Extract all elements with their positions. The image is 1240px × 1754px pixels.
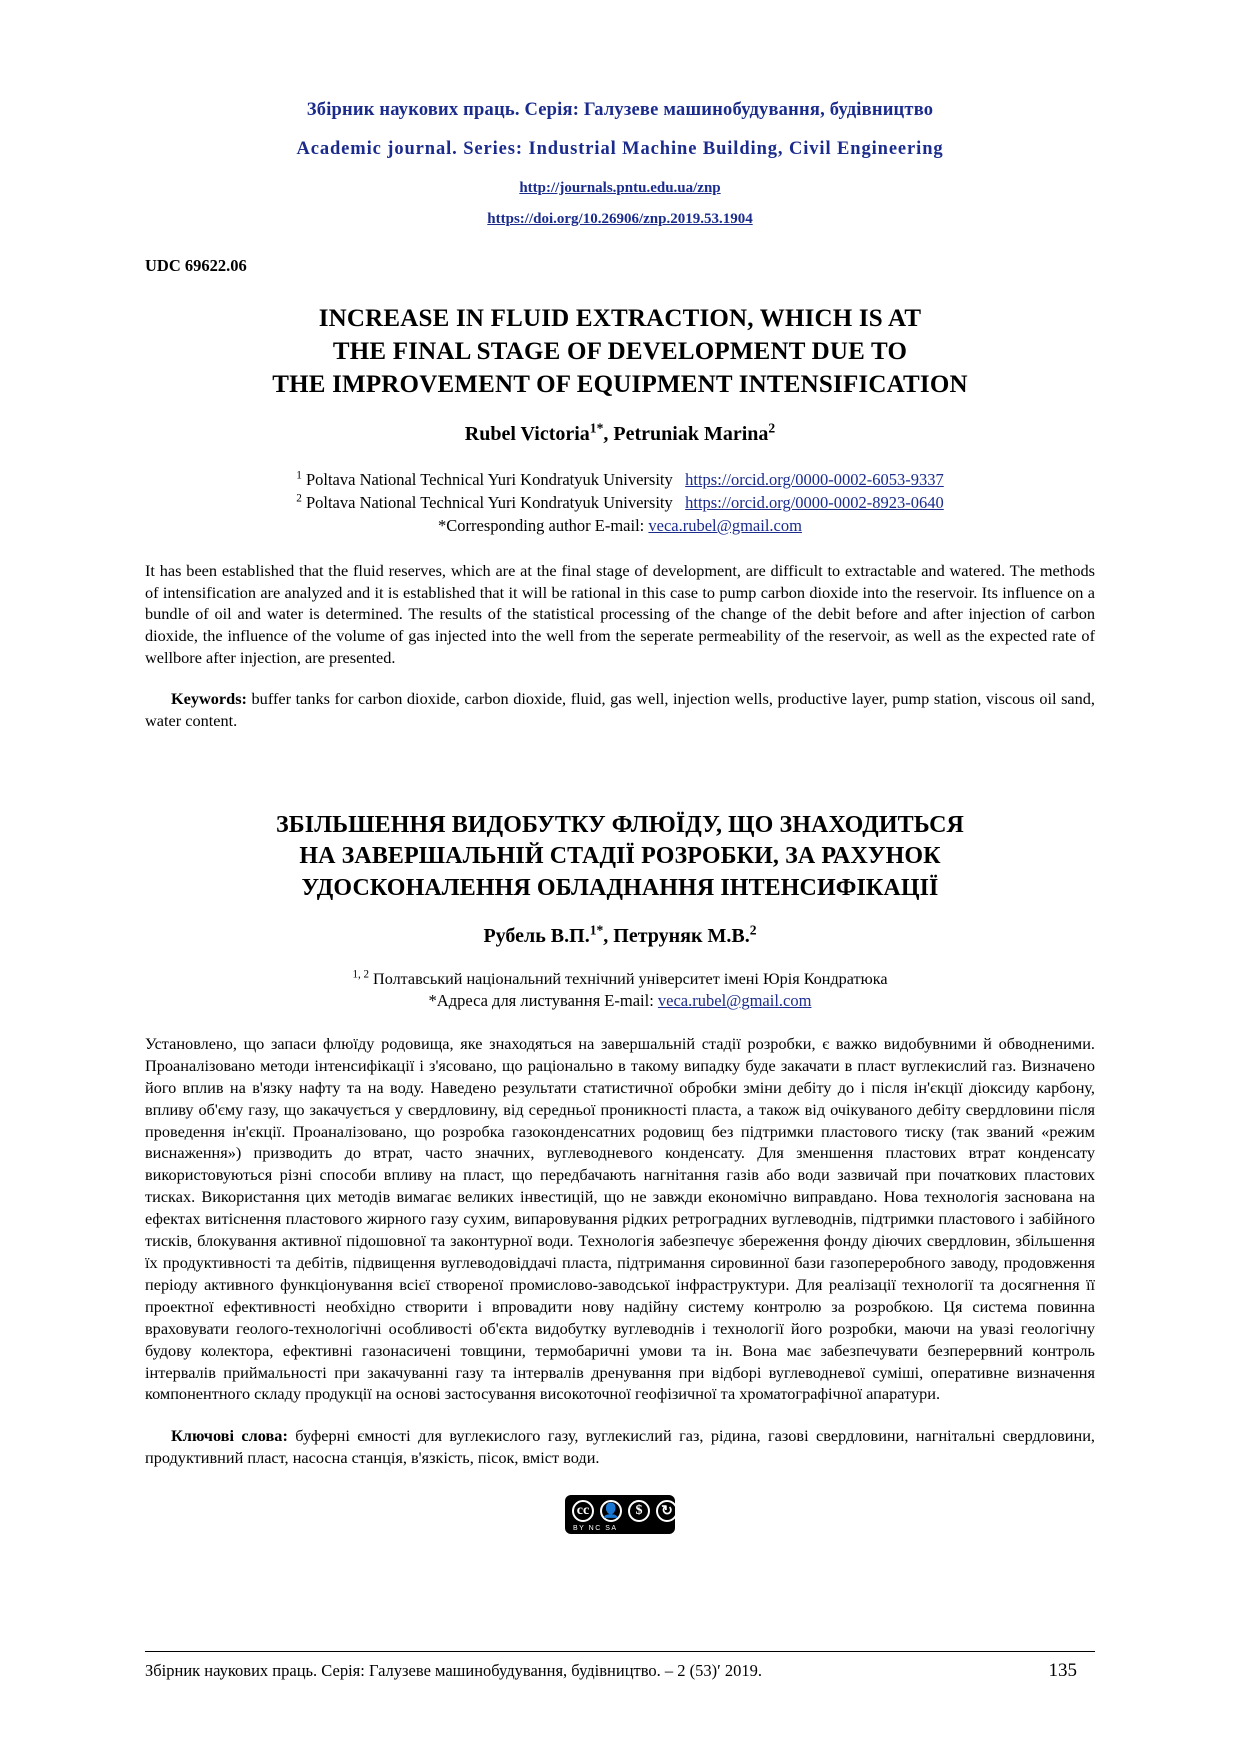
paper-title-en [145,302,1095,401]
corresponding-email-en[interactable]: veca.rubel@gmail.com [648,515,802,535]
keywords-label-en: Keywords: [171,689,247,709]
affiliation-marker-1: 1 [296,469,302,482]
corresponding-author-en [145,516,1095,536]
cc-circle-nc: $ [628,1500,650,1522]
cc-circle-sa: ↻ [656,1500,678,1522]
affiliation-row-1 [145,468,1095,491]
paper-title-uk-line2: НА ЗАВЕРШАЛЬНІЙ СТАДІЇ РОЗРОБКИ, ЗА РАХУНОК [299,843,941,870]
journal-title-uk: Збірник наукових праць. Серія: Галузеве машинобудування, будівництво [306,100,934,120]
orcid-link-2[interactable]: https://orcid.org/0000-0002-8923-0640 [685,493,944,513]
creative-commons-icon[interactable] [565,1495,675,1534]
affiliation-text-2: Poltava National Technical Yuri Kondratyuk University [305,493,673,513]
paper-title-uk-line1: ЗБІЛЬШЕННЯ ВИДОБУТКУ ФЛЮЇДУ, ЩО ЗНАХОДИТЬСЯ [276,811,964,838]
abstract-uk: Установлено, що запаси флюїду родовища, яке знаходяться на завершальній стадії розробки, є важко видобувними й обводненими. Проаналізовано методи інтенсифікації і з'ясовано, що раціонально в такому випадку буде закачати в пласт вуглекислий газ. Визначено його вплив на в'язку нафту та на воду. Наведено результати статистичної обробки зміни дебіту до і після ін'єкції діоксиду карбону, впливу об'єму газу, що закачується у свердловину, від середньої проникності пласта, а також від очікуваного дебіту свердловини після проведення ін'єкції. Проаналізовано, що розробка газоконденсатних родовищ без підтримки пластового тиску (так званий «режим виснаження») призводить до втрат, часто значних, вуглеводневого конденсату. Для зменшення пластових втрат конденсату використовуються різні способи впливу на пласт, що передбачають нагнітання газів або води зазвичай при початкових пластових тисках. Використання цих методів вимагає великих інвестицій, що не завжди економічно виправдано. Нова технологія заснована на ефектах витіснення пластового жирного газу сухим, випаровування рідких ретроградних вуглеводнів, підтримки пластового і забійного тисків, блокування активної підошовної та законтурної води. Технологія забезпечує збереження фонду діючих свердловин, збільшення їх продуктивності та дебітів, підвищення вуглеводовіддачі пласта, підтримання сировинної бази газопереробного заводу, продовження періоду активного функціонування всієї створеної промислово-заводської інфраструктури. Для реалізації технології та досягнення її проектної ефективності необхідно створити і впровадити нову надійну систему контролю за розробкою. Ця система повинна враховувати геолого-технологічні особливості об'єкта видобутку вуглеводнів і технології його розробки, маючи на увазі геологічну будову колектора, ефективні газонасичені товщини, термобаричні умови та ін. Вона має забезпечувати безперервний контроль інтервалів приймальності при закачуванні газу та інтервалів дренування при відборі вуглеводневої суміші, оперативне визначення компонентного складу продукції на основі застосування високоточної геофізичної та хроматографічної апаратури. [145,1033,1095,1404]
page-footer [145,1651,1095,1682]
affiliations-en [145,468,1095,515]
cc-circle-cc: cc [572,1500,594,1522]
orcid-link-1[interactable]: https://orcid.org/0000-0002-6053-9337 [685,470,944,489]
affiliation-text-1: Poltava National Technical Yuri Kondratyuk University [305,470,673,489]
corresponding-label-uk: *Адреса для листування E-mail: [428,990,654,1010]
udc-code: UDC 69622.06 [145,256,247,275]
keywords-label-uk: Ключові слова: [171,1426,288,1446]
journal-doi-link[interactable]: https://doi.org/10.26906/znp.2019.53.1904 [487,211,753,227]
journal-header [145,100,1095,228]
keywords-uk [145,1425,1095,1469]
keywords-text-en: buffer tanks for carbon dioxide, carbon dioxide, fluid, gas well, injection wells, productive layer, pump station, viscous oil sand, water content. [145,689,1095,730]
keywords-en [145,688,1095,731]
corresponding-email-uk[interactable]: veca.rubel@gmail.com [657,990,812,1010]
corresponding-label-en: *Corresponding author E-mail: [438,515,645,535]
authors-uk: Рубель В.П.$^{1*}$, Петруняк М.В.$^2$ [483,922,757,948]
footer-journal-text: Збірник наукових праць. Серія: Галузеве машинобудування, будівництво. – 2 (53)′ 2019. [145,1661,763,1680]
affiliation-marker-2: 2 [296,492,302,505]
affiliation-text-uk: Полтавський національний технічний університет імені Юрія Кондратюка [373,970,888,989]
journal-title-en: Academic journal. Series: Industrial Machine Building, Civil Engineering [296,139,944,159]
cc-circle-by: 👤 [600,1500,622,1522]
paper-title-en-line2: THE FINAL STAGE OF DEVELOPMENT DUE TO [332,338,908,365]
affiliation-uk [145,968,1095,991]
cc-circles [572,1500,678,1522]
journal-url-link[interactable]: http://journals.pntu.edu.ua/znp [519,180,721,196]
paper-title-uk-line3: УДОСКОНАЛЕННЯ ОБЛАДНАННЯ ІНТЕНСИФІКАЦІЇ [301,875,939,902]
abstract-en: It has been established that the fluid reserves, which are at the final stage of development, are difficult to extractable and watered. The methods of intensification are analyzed and it is established that it will be rational in this case to pump carbon dioxide into the reservoir. Its influence on a bundle of oil and water is determined. The results of the statistical processing of the change of the debit before and after injection of carbon dioxide, the influence of the volume of gas injected into the well from the seperate permeability of the reservoir, as well as the expected rate of wellbore after injection, are presented. [145,560,1095,667]
cc-badge-text: BY NC SA [573,1525,618,1533]
corresponding-author-uk [145,991,1095,1011]
paper-title-uk [145,810,1095,906]
affiliation-marker-uk: 1, 2 [352,968,369,981]
footer-row [145,1660,1095,1682]
footer-page-number: 135 [1048,1660,1077,1681]
paper-title-en-line3: THE IMPROVEMENT OF EQUIPMENT INTENSIFICATION [272,371,968,398]
license-area [145,1495,1095,1534]
affiliation-row-2 [145,491,1095,514]
authors-en: Rubel Victoria$^{1*}$, Petruniak Marina$^2$ [464,420,776,445]
section-spacer [145,748,1095,810]
keywords-text-uk: буферні ємності для вуглекислого газу, вуглекислий газ, рідина, газові свердловини, нагнітальні свердловини, продуктивний пласт, насосна станція, в'язкість, пісок, вміст води. [145,1426,1096,1468]
paper-title-en-line1: INCREASE IN FLUID EXTRACTION, WHICH IS AT [318,305,922,332]
footer-divider [145,1651,1095,1652]
